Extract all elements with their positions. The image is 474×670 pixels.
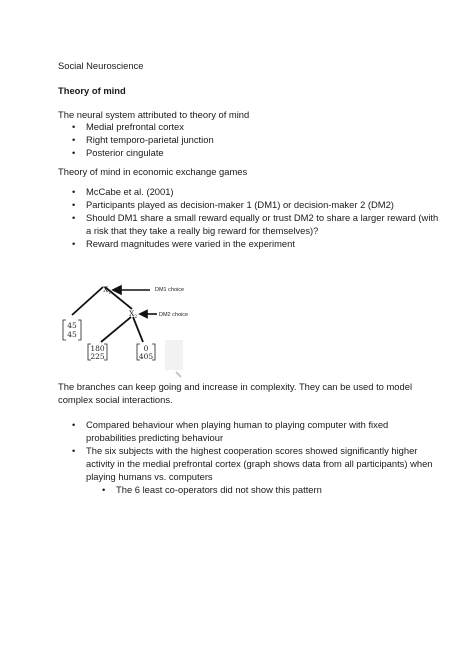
list-item-continuation: probabilities predicting behaviour xyxy=(86,432,224,443)
section-heading: Theory of mind xyxy=(58,85,126,96)
list-item: • McCabe et al. (2001) xyxy=(72,186,174,197)
image-artifact xyxy=(165,340,183,370)
games-title: Theory of mind in economic exchange games xyxy=(58,166,248,177)
svg-text:405: 405 xyxy=(138,352,154,361)
branches-text-line1: The branches can keep going and increase in complexity. They can be used to model xyxy=(58,381,413,392)
svg-text:180: 180 xyxy=(90,344,105,353)
list-item: • Participants played as decision-maker 1 (DM1) or decision-maker 2 (DM2) xyxy=(72,199,394,210)
payoff-vector-3 xyxy=(137,344,155,361)
list-item: • Should DM1 share a small reward equally or trust DM2 to share a larger reward (with xyxy=(72,212,439,223)
list-item: • Right temporo-parietal junction xyxy=(72,134,214,145)
sub-list-item: • The 6 least co-operators did not show this pattern xyxy=(102,484,322,495)
list-item: • The six subjects with the highest cooperation scores showed significantly higher xyxy=(72,445,418,456)
svg-text:0: 0 xyxy=(143,344,149,353)
list-item-continuation: activity in the medial prefrontal cortex (graph shows data from all participants) when xyxy=(86,458,433,469)
branch-line xyxy=(72,287,103,315)
node-x1: $X_1$ xyxy=(103,285,112,296)
list-item: • Compared behaviour when playing human to playing computer with fixed xyxy=(72,419,389,430)
document-header: Social Neuroscience xyxy=(58,60,144,71)
dm1-arrowhead xyxy=(113,286,121,294)
node-x2: $X_2$ xyxy=(129,309,138,320)
list-item: • Medial prefrontal cortex xyxy=(72,121,184,132)
svg-text:45: 45 xyxy=(67,330,77,339)
behaviour-list xyxy=(58,418,433,496)
svg-text:225: 225 xyxy=(90,352,105,361)
intro-text: The neural system attributed to theory of mind xyxy=(58,109,250,120)
dm1-choice-label: DM1 choice xyxy=(155,287,185,293)
dm2-choice-label: DM2 choice xyxy=(159,312,189,318)
payoff-vector-1 xyxy=(63,320,81,340)
list-item-continuation: playing humans vs. computers xyxy=(86,471,213,482)
list-item-continuation: a risk that they take a really big reward for themselves)? xyxy=(86,225,319,236)
branch-line xyxy=(133,317,143,342)
dm2-arrowhead xyxy=(140,311,147,318)
payoff-vector-2 xyxy=(88,344,107,361)
list-item: • Reward magnitudes were varied in the experiment xyxy=(72,238,295,249)
cursor-artifact xyxy=(176,372,181,377)
list-item: • Posterior cingulate xyxy=(72,147,164,158)
branches-text-line2: complex social interactions. xyxy=(58,394,173,405)
branch-line xyxy=(101,317,131,342)
svg-text:45: 45 xyxy=(67,321,77,330)
